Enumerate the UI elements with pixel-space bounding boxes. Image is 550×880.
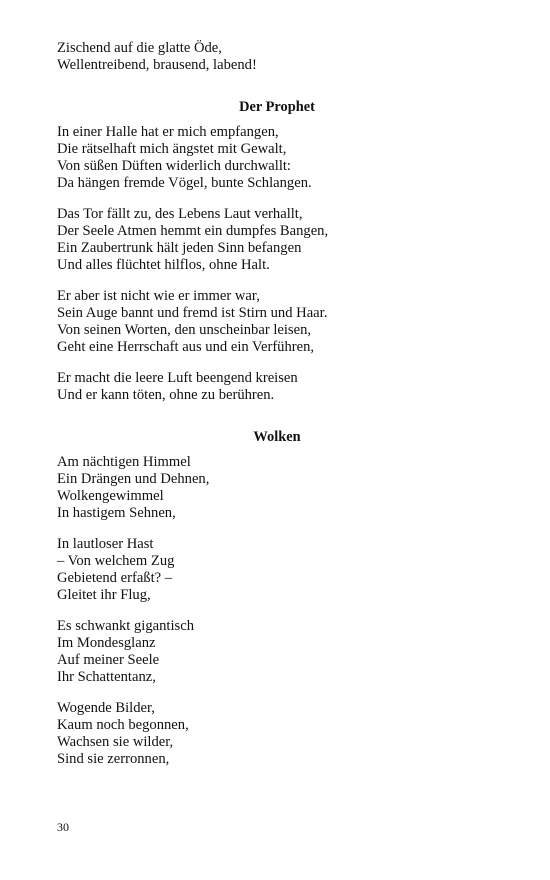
poem-line: Sein Auge bannt und fremd ist Stirn und Haar.	[57, 305, 328, 321]
stanza	[57, 124, 497, 192]
poem-line: Von süßen Düften widerlich durchwallt:	[57, 158, 291, 174]
poem-line: Zischend auf die glatte Öde,	[57, 40, 222, 56]
poem-line: Das Tor fällt zu, des Lebens Laut verhallt,	[57, 206, 303, 222]
poem-line: Es schwankt gigantisch	[57, 618, 194, 634]
poem-title-wolken: Wolken	[253, 429, 301, 445]
poem-line: Geht eine Herrschaft aus und ein Verführen,	[57, 339, 315, 355]
poem-line: Wellentreibend, brausend, labend!	[57, 57, 257, 73]
poem-line: Und er kann töten, ohne zu berühren.	[57, 387, 275, 403]
poem-line: Und alles flüchtet hilflos, ohne Halt.	[57, 257, 270, 273]
stanza	[57, 618, 497, 686]
poem-line: Er aber ist nicht wie er immer war,	[57, 288, 260, 304]
poem-line: Am nächtigen Himmel	[57, 454, 191, 470]
poem-line: Von seinen Worten, den unscheinbar leisen,	[57, 322, 312, 338]
poem-line: In einer Halle hat er mich empfangen,	[57, 124, 279, 140]
poem-line: Ein Drängen und Dehnen,	[57, 471, 210, 487]
page-body	[57, 40, 497, 768]
stanza	[57, 700, 497, 768]
poem-line: Wachsen sie wilder,	[57, 734, 174, 750]
poem-line: Gleitet ihr Flug,	[57, 587, 151, 603]
poem-line: Die rätselhaft mich ängstet mit Gewalt,	[57, 141, 287, 157]
poem-line: Im Mondesglanz	[57, 635, 156, 651]
poem-line: Ein Zaubertrunk hält jeden Sinn befangen	[57, 240, 302, 256]
stanza	[57, 288, 497, 356]
stanza	[57, 454, 497, 522]
poem-line: In hastigem Sehnen,	[57, 505, 176, 521]
poem-line: Er macht die leere Luft beengend kreisen	[57, 370, 298, 386]
poem-line: Gebietend erfaßt? –	[57, 570, 173, 586]
poem-line: Ihr Schattentanz,	[57, 669, 156, 685]
poem-line: Auf meiner Seele	[57, 652, 160, 668]
stanza	[57, 536, 497, 604]
poem-line: Da hängen fremde Vögel, bunte Schlangen.	[57, 175, 312, 191]
poem-line: Der Seele Atmen hemmt ein dumpfes Bangen,	[57, 223, 329, 239]
poem-line: Wolkengewimmel	[57, 488, 164, 504]
poem-line: Kaum noch begonnen,	[57, 717, 189, 733]
poem-line: Sind sie zerronnen,	[57, 751, 170, 767]
poem-line: – Von welchem Zug	[57, 553, 175, 569]
poem-line: Wogende Bilder,	[57, 700, 155, 716]
poem-line: In lautloser Hast	[57, 536, 154, 552]
intro-stanza	[57, 40, 497, 74]
poem-title-der-prophet: Der Prophet	[239, 99, 315, 115]
page-number: 30	[57, 820, 69, 834]
stanza	[57, 206, 497, 274]
stanza	[57, 370, 497, 404]
